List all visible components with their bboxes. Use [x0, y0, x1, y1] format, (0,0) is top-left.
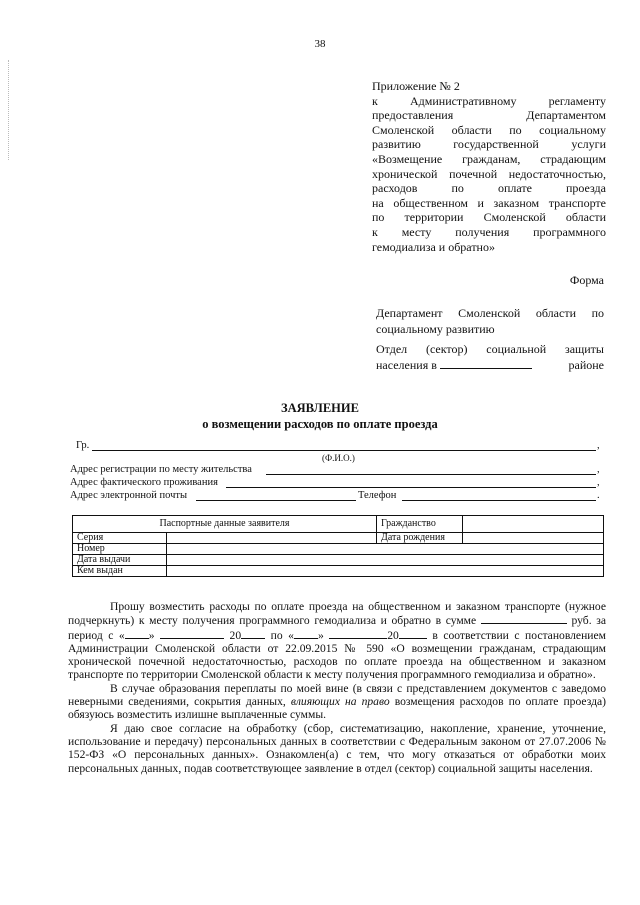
issued-by-label: Кем выдан	[73, 566, 167, 577]
actual-address-label: Адрес фактического проживания	[70, 477, 218, 488]
request-text: Прошу возместить расходы по оплате проезда на общественном и заказном транспорте (нужное подчеркнуть) к месту получения программного гемодиализа и обратно в сумме	[68, 600, 606, 628]
addressee-line: Отдел (сектор) социальной защиты	[376, 342, 604, 356]
issued-by-input[interactable]	[167, 566, 604, 577]
appendix-line: к Административному регламенту	[372, 93, 606, 108]
reg-address-label: Адрес регистрации по месту жительства	[70, 464, 252, 475]
addressee-prefix: населения в	[376, 358, 437, 372]
paragraph-consent: Я даю свое согласие на обработку (сбор, систематизацию, накопление, хранение, уточнение, использование и передачу) персональных данных в соответствии с Федеральным законом от 27.07.2006 № 152-ФЗ «О персональных данных». Ознакомлен(а) с тем, что могу отказаться от обработки моих персональных данных, подав соответствующее заявление в отдел (сектор) социальной защиты населения.	[68, 721, 606, 775]
from-day-input[interactable]	[125, 628, 149, 639]
phone-label: Телефон	[358, 490, 397, 501]
quote: »	[148, 628, 155, 642]
appendix-line: расходов по оплате проезда	[372, 181, 606, 196]
document-title: ЗАЯВЛЕНИЕ	[281, 401, 359, 415]
number-label: Номер	[73, 544, 167, 555]
page-number: 38	[314, 38, 326, 50]
addressee-line: Департамент Смоленской области по	[376, 306, 604, 320]
reg-address-input[interactable]	[266, 464, 596, 475]
scan-margin-marks	[8, 60, 11, 160]
table-row	[73, 555, 604, 566]
birth-date-label: Дата рождения	[377, 533, 463, 544]
table-row	[73, 533, 604, 544]
overpayment-italic: влияющих на право	[290, 695, 390, 709]
passport-header: Паспортные данные заявителя	[73, 516, 377, 533]
to-month-input[interactable]	[329, 628, 387, 639]
appendix-line: хронической почечной недостаточностью,	[372, 166, 606, 181]
addressee-line: социальному развитию	[376, 322, 495, 336]
appendix-line: предоставления Департаментом	[372, 108, 606, 123]
to-year-input[interactable]	[399, 628, 427, 639]
appendix-line: развитию государственной услуги	[372, 137, 606, 152]
actual-address-input[interactable]	[226, 477, 596, 488]
appendix-line: «Возмещение гражданам, страдающим	[372, 151, 606, 166]
appendix-line: к месту получения программного	[372, 224, 606, 239]
appendix-line: Смоленской области по социальному	[372, 122, 606, 137]
addressee-block	[376, 305, 604, 373]
addressee-district-row	[376, 357, 604, 373]
birth-date-input[interactable]	[463, 533, 604, 544]
sum-text: руб. за период с «	[68, 614, 606, 642]
from-month-input[interactable]	[160, 628, 224, 639]
table-row	[73, 544, 604, 555]
gr-label: Гр.	[76, 440, 90, 451]
email-label: Адрес электронной почты	[70, 490, 188, 501]
year-prefix: 20	[229, 628, 242, 642]
table-row	[73, 516, 604, 533]
number-input[interactable]	[167, 544, 604, 555]
table-row	[73, 566, 604, 577]
fio-input[interactable]	[92, 440, 596, 451]
issue-date-label: Дата выдачи	[73, 555, 167, 566]
citizenship-label: Гражданство	[377, 516, 463, 533]
overpayment-text-end: возмещения расходов по оплате проезда) обязуюсь возместить излишне выплаченные суммы.	[68, 695, 606, 722]
document-heading	[0, 400, 640, 432]
email-input[interactable]	[196, 490, 356, 501]
appendix-line: гемодиализа и обратно»	[372, 239, 495, 254]
paragraph-overpayment	[68, 682, 606, 722]
field-row-actual	[70, 477, 602, 490]
passport-table	[72, 515, 604, 577]
from-year-input[interactable]	[241, 628, 265, 639]
to-text: по «	[270, 628, 294, 642]
sum-input[interactable]	[481, 613, 567, 624]
quote: »	[317, 628, 324, 642]
comma: ,	[597, 477, 600, 488]
to-day-input[interactable]	[294, 628, 318, 639]
appendix-line: на общественном и заказном транспорте	[372, 195, 606, 210]
overpayment-text: В случае образования переплаты по моей вине (в связи с представлением документов с заведомо неверными сведениями, сокрытия данных,	[68, 681, 606, 709]
appendix-block	[372, 79, 606, 254]
fio-hint: (Ф.И.О.)	[322, 453, 355, 463]
field-row-name	[70, 440, 602, 463]
document-subtitle: о возмещении расходов по оплате проезда	[202, 417, 438, 431]
series-input[interactable]	[167, 533, 377, 544]
comma: ,	[597, 464, 600, 475]
legal-basis-text: в соответствии с постановлением Администрации Смоленской области от 22.09.2015 № 590 «О возмещении гражданам, страдающим хронической почечной недостаточностью, расходов по оплате проезда на общественном и заказном транспорте по территории Смоленской области к месту получения программного гемодиализа и обратно».	[68, 628, 606, 682]
series-label: Серия	[73, 533, 167, 544]
issue-date-input[interactable]	[167, 555, 604, 566]
field-row-reg	[70, 464, 602, 477]
comma: ,	[597, 440, 600, 451]
addressee-suffix: районе	[568, 358, 604, 372]
applicant-fields	[70, 440, 602, 503]
paragraph-request	[68, 600, 606, 682]
statement-body	[68, 600, 606, 775]
appendix-title: Приложение № 2	[372, 79, 460, 93]
citizenship-input[interactable]	[463, 516, 604, 533]
field-row-contacts	[70, 490, 602, 503]
district-input[interactable]	[440, 358, 532, 369]
phone-input[interactable]	[402, 490, 596, 501]
period: .	[597, 490, 600, 501]
form-label: Форма	[569, 273, 604, 287]
appendix-line: по территории Смоленской области	[372, 210, 606, 225]
year-prefix: 20	[387, 628, 399, 642]
